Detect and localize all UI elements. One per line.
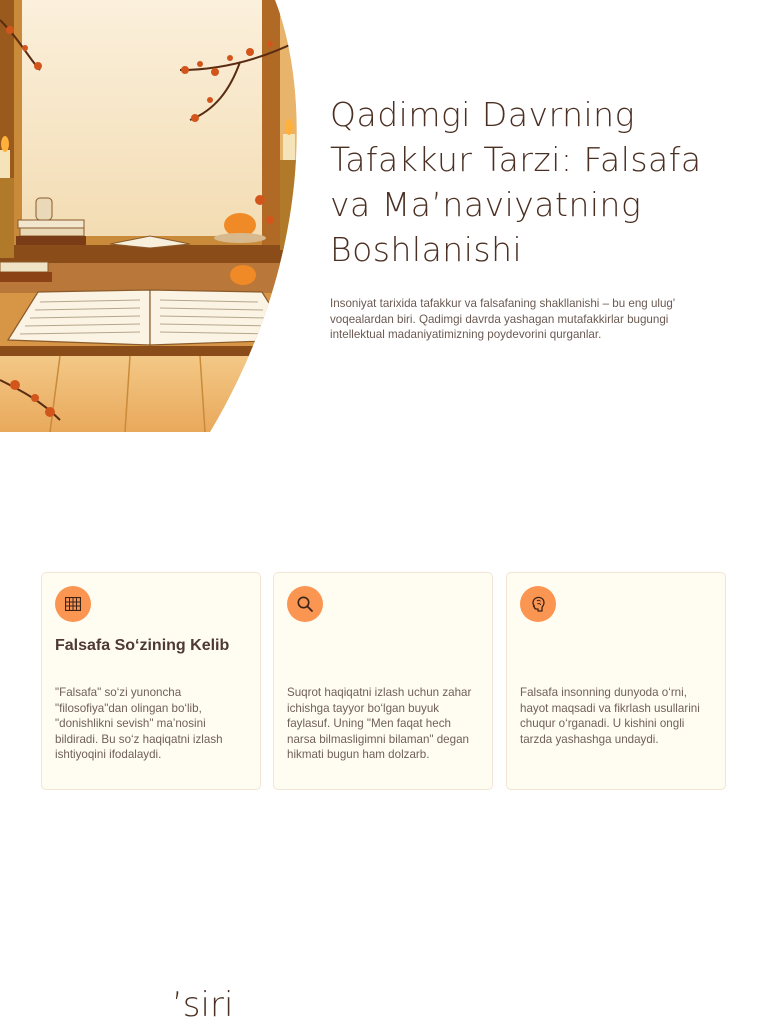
page-subtitle: Insoniyat tarixida tafakkur va falsafaning shakllanishi – bu eng ulug' voqealardan biri. Qadimgi davrda yashagan mutafakkirlar bugungi intellektual madaniyatimizning poydevorini qurganlar. — [330, 297, 676, 341]
card-title — [520, 635, 712, 671]
card-text: Suqrot haqiqatni izlash uchun zahar ichishga tayyor bo‘lgan buyuk faylasuf. Uning "Men faqat hech narsa bilmasligimni bilaman" degan hikmati bugun ham dolzarb. — [287, 686, 472, 761]
card-text: Falsafa insonning dunyoda o‘rni, hayot maqsadi va fikrlash usullarini chuqur o‘rganadi. U kishini ongli tarzda yashashga undaydi. — [520, 686, 700, 746]
page-title: Qadimgi Davrning Tafakkur Tarzi: Falsafa va Ma’naviyatning Boshlanishi — [330, 95, 702, 269]
search-icon — [287, 586, 323, 622]
card-word-origin — [41, 572, 261, 790]
grid-icon — [55, 586, 91, 622]
card-title: Falsafa So‘zining Kelib — [55, 637, 230, 654]
card-title — [287, 635, 479, 671]
card-socrates — [273, 572, 493, 790]
card-philosophy-role — [506, 572, 726, 790]
library-scene-image — [0, 0, 300, 432]
next-section-heading-fragment: ’siri — [172, 985, 234, 1025]
card-text: "Falsafa" so‘zi yunoncha "filosofiya"dan olingan bo‘lib, "donishlikni sevish" ma’nosini bildiradi. Bu so‘z haqiqatni izlash ishtiyoqini ifodalaydi. — [55, 686, 223, 761]
brain-icon — [520, 586, 556, 622]
hero-illustration — [0, 0, 300, 432]
hero-section — [330, 92, 740, 343]
info-cards — [41, 572, 727, 792]
